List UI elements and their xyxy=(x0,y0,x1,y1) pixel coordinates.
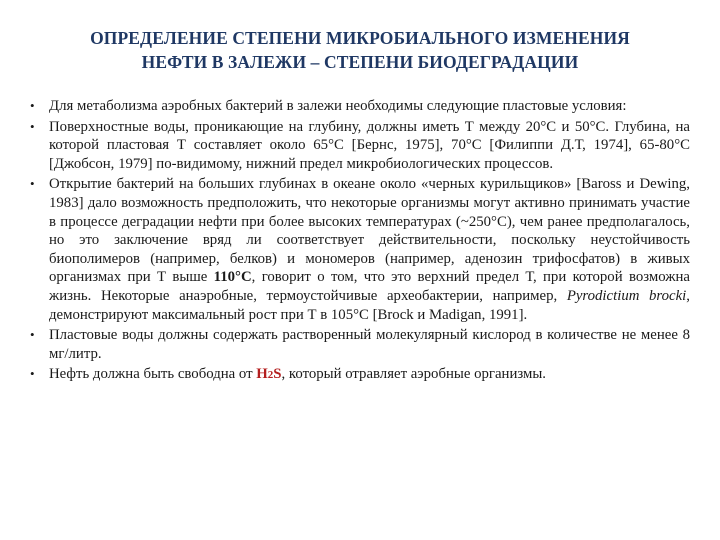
bullet-item-5 xyxy=(30,365,690,385)
h2s-s: S xyxy=(273,366,282,383)
bullet-dot-icon: • xyxy=(30,118,35,134)
bullet-italic-species: Pyrodictium brocki xyxy=(566,287,687,304)
bullet-text-part-3: , демонстрируют максимальный рост при Т в 105°С [Brock и Madigan, 1991]. xyxy=(49,287,690,323)
bullet-item-3 xyxy=(30,175,690,324)
title-line-1: ОПРЕДЕЛЕНИЕ СТЕПЕНИ МИКРОБИАЛЬНОГО ИЗМЕНЕНИЯ xyxy=(90,28,630,48)
h2s-formula xyxy=(256,366,281,382)
bullet-text: Пластовые воды должны содержать растворенный молекулярный кислород в количестве не менее 8 мг/литр. xyxy=(49,327,690,362)
slide-title xyxy=(40,26,680,74)
h2s-subscript: 2 xyxy=(267,369,274,382)
bullet-item-4 xyxy=(30,326,690,363)
bullet-text-part-2: , говорит о том, что это верхний предел Т, при которой возможна жизнь. Некоторые анаэробные, термоустойчивые археобактерии, например, xyxy=(49,269,690,304)
bullet-text-part-1: Открытие бактерий на больших глубинах в океане около «черных курильщиков» [Baross и Dewing, 1983] дало возможность предположить, что некоторые организмы могут активно принимать участие в процессе деградации нефти при более высоких температурах (~250°С), чем ранее предполагалось, но это заключение вряд ли соответствует действительности, поскольку неустойчивость биополимеров (например, белков) и мономеров (например, аденозин трифосфатов) в живых организмах при Т выше xyxy=(49,176,690,286)
bullet-item-1 xyxy=(30,97,690,116)
bullet-text-before: Нефть должна быть свободна от xyxy=(49,366,257,383)
bullet-dot-icon: • xyxy=(30,98,35,113)
bullet-text: Поверхностные воды, проникающие на глубину, должны иметь Т между 20°С и 50°С. Глубина, на которой пластовая Т составляет около 65°С [Бернс, 1975], 70°С [Филиппи Д.Т, 1974], 65-80°С [Джобсон, 1979] по-видимому, нижний предел микробиологических процессов. xyxy=(49,118,690,172)
bullet-text: Для метаболизма аэробных бактерий в залежи необходимы следующие пластовые условия: xyxy=(49,98,627,114)
bullet-text-after: , который отравляет аэробные организмы. xyxy=(281,366,547,383)
bullet-list xyxy=(30,97,690,387)
bullet-bold-temperature: 110°С xyxy=(213,269,252,286)
bullet-item-2 xyxy=(30,118,690,174)
bullet-dot-icon: • xyxy=(30,327,35,343)
bullet-dot-icon: • xyxy=(30,176,35,192)
title-line-2: НЕФТИ В ЗАЛЕЖИ – СТЕПЕНИ БИОДЕГРАДАЦИИ xyxy=(141,52,579,72)
bullet-dot-icon: • xyxy=(30,366,35,382)
h2s-h: H xyxy=(256,366,268,383)
